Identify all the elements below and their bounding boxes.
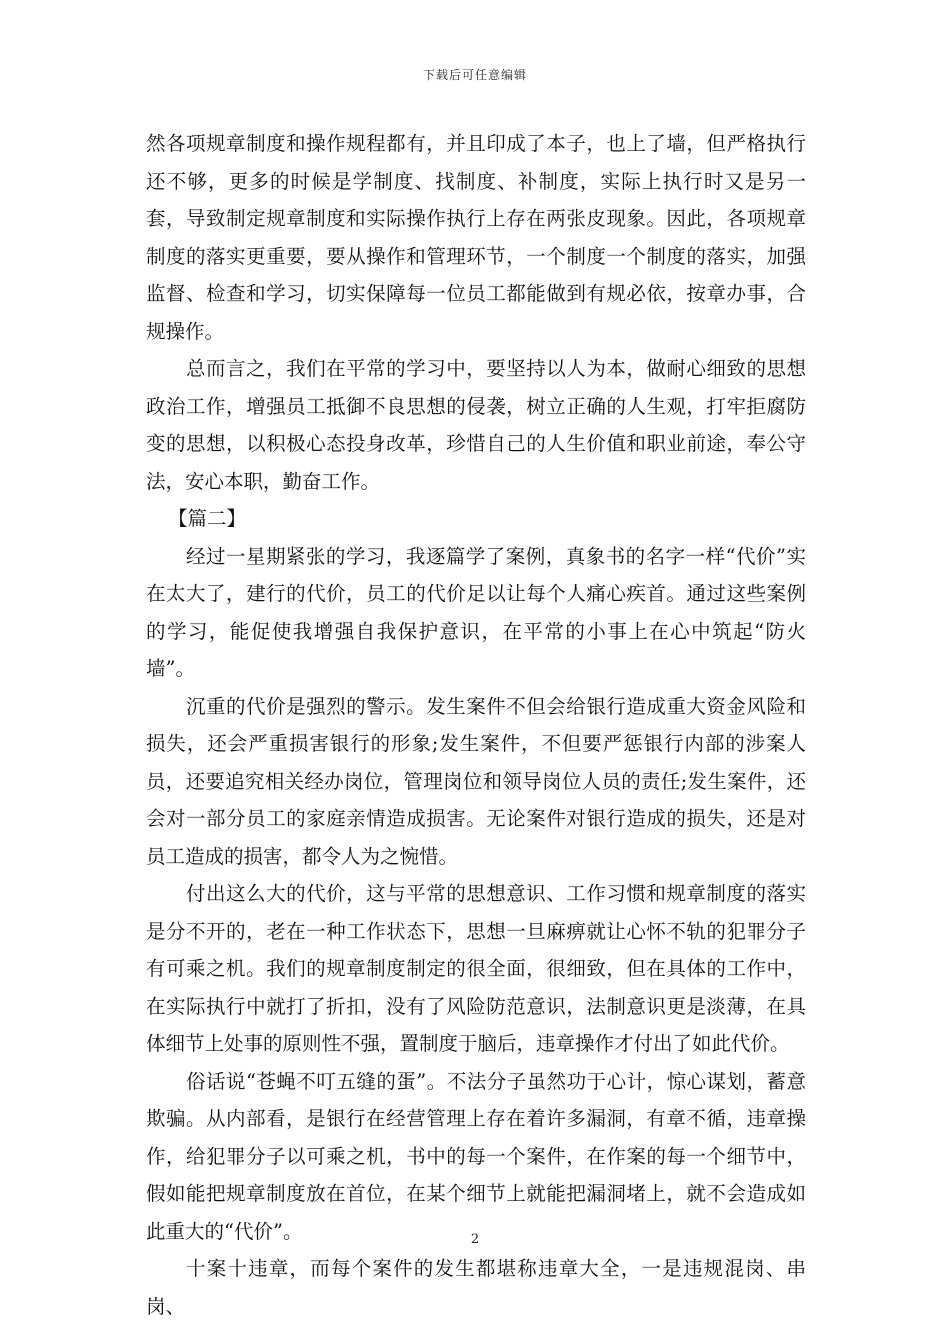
- paragraph-1: 然各项规章制度和操作规程都有，并且印成了本子，也上了墙，但严格执行还不够，更多的时候是学制度、找制度、补制度，实际上执行时又是另一套，导致制定规章制度和实际操作执行上存在两张皮现象。因此，各项规章制度的落实更重要，要从操作和管理环节，一个制度一个制度的落实，加强监督、检查和学习，切实保障每一位员工都能做到有规必依，按章办事，合规操作。: [146, 132, 806, 343]
- page-header: 下载后可任意编辑: [422, 68, 527, 82]
- page-number: 2: [470, 1232, 480, 1247]
- section-heading: 【篇二】: [168, 507, 247, 530]
- document-body: [146, 125, 806, 1325]
- paragraph-6: 俗话说“苍蝇不叮五缝的蛋”。不法分子虽然功于心计，惊心谋划，蓄意欺骗。从内部看，是银行在经营管理上存在着许多漏洞，有章不循，违章操作，给犯罪分子以可乘之机，书中的每一个案件，在作案的每一个细节中，假如能把规章制度放在首位，在某个细节上就能把漏洞堵上，就不会造成如此重大的“代价”。: [146, 1069, 806, 1243]
- paragraph-7: 十案十违章，而每个案件的发生都堪称违章大全，一是违规混岗、串岗、: [146, 1257, 806, 1318]
- paragraph-4: 沉重的代价是强烈的警示。发生案件不但会给银行造成重大资金风险和损失，还会严重损害银行的形象;发生案件，不但要严惩银行内部的涉案人员，还要追究相关经办岗位，管理岗位和领导岗位人员的责任;发生案件，还会对一部分员工的家庭亲情造成损害。无论案件对银行造成的损失，还是对员工造成的损害，都令人为之惋惜。: [146, 694, 806, 868]
- paragraph-5: 付出这么大的代价，这与平常的思想意识、工作习惯和规章制度的落实是分不开的，老在一种工作状态下，思想一旦麻痹就让心怀不轨的犯罪分子有可乘之机。我们的规章制度制定的很全面，很细致，但在具体的工作中，在实际执行中就打了折扣，没有了风险防范意识，法制意识更是淡薄，在具体细节上处事的原则性不强，置制度于脑后，违章操作才付出了如此代价。: [146, 882, 806, 1055]
- paragraph-2: 总而言之，我们在平常的学习中，要坚持以人为本，做耐心细致的思想政治工作，增强员工抵御不良思想的侵袭，树立正确的人生观，打牢拒腐防变的思想，以积极心态投身改革，珍惜自己的人生价值和职业前途，奉公守法，安心本职，勤奋工作。: [146, 357, 806, 493]
- paragraph-3: 经过一星期紧张的学习，我逐篇学了案例，真象书的名字一样“代价”实在太大了，建行的代价，员工的代价足以让每个人痛心疾首。通过这些案例的学习，能促使我增强自我保护意识，在平常的小事上在心中筑起“防火墙”。: [146, 544, 806, 680]
